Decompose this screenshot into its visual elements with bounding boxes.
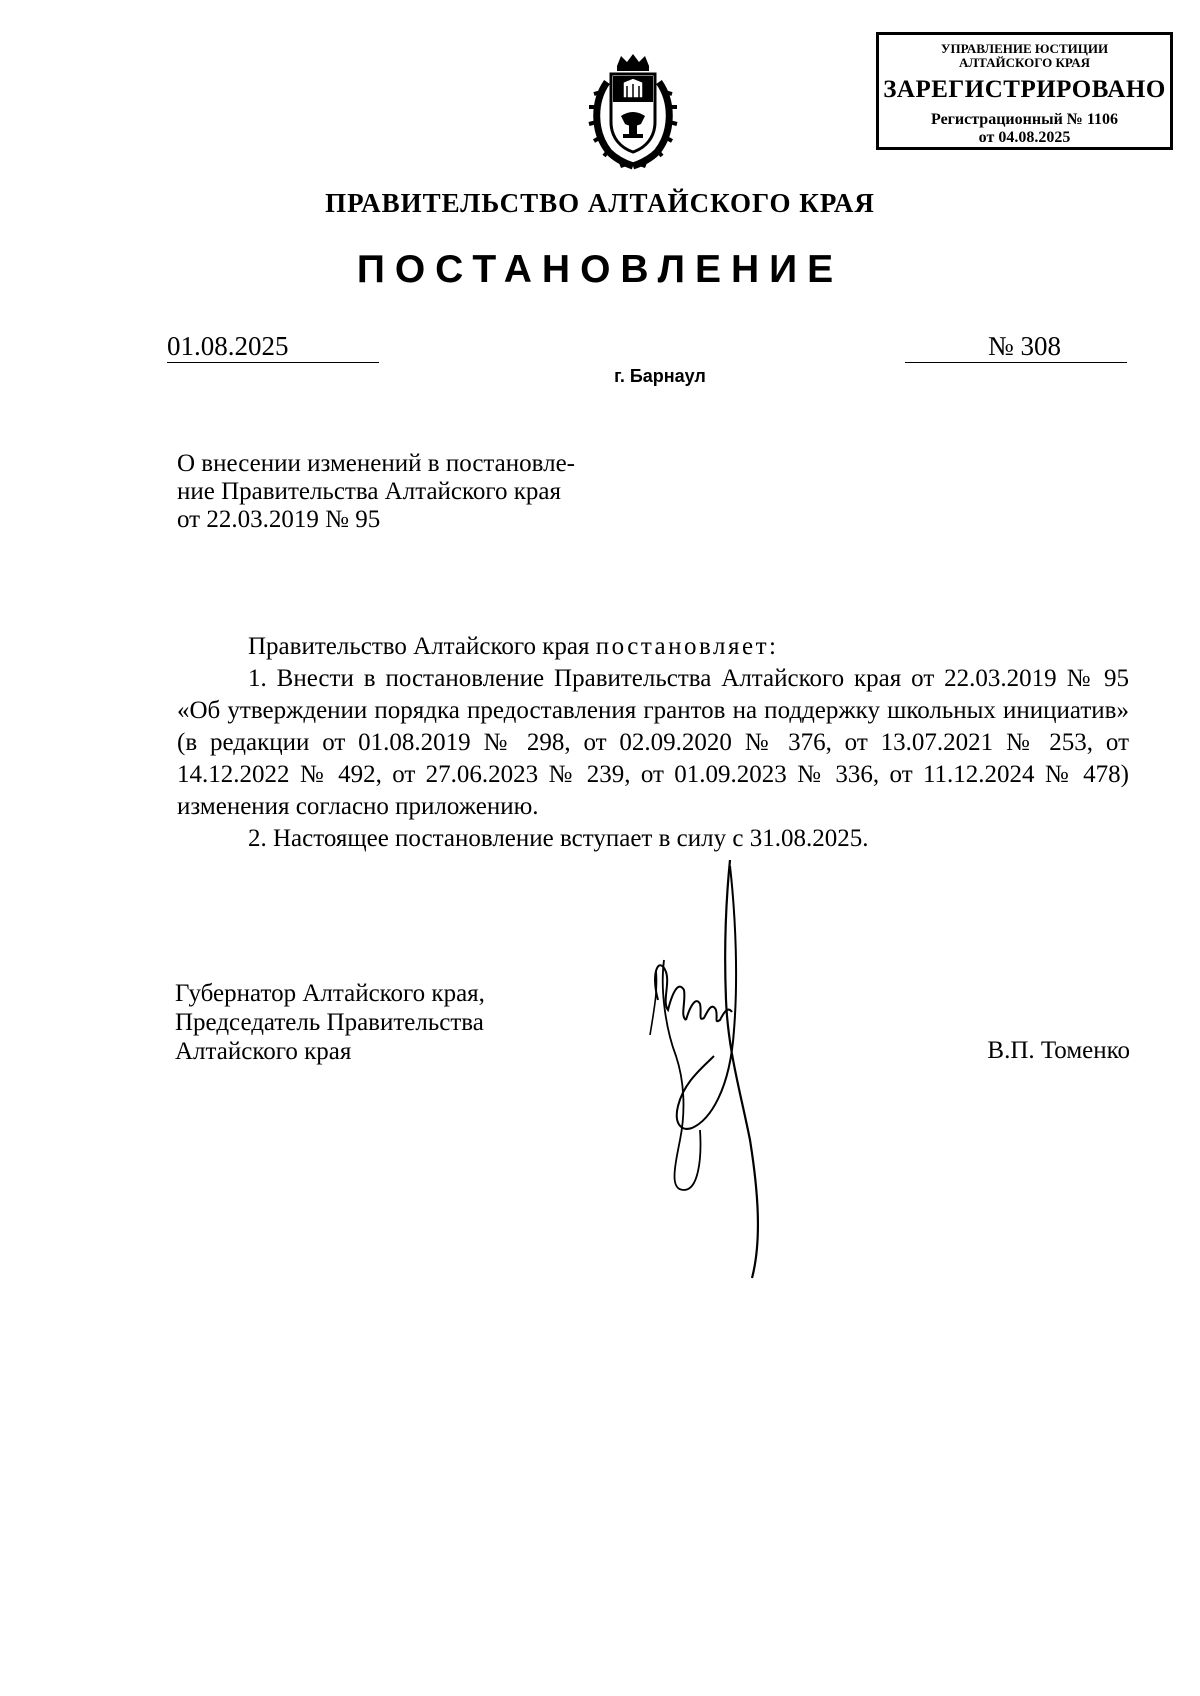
registration-stamp xyxy=(876,32,1173,150)
signer-position xyxy=(175,979,595,1066)
signer-position-line: Губернатор Алтайского края, xyxy=(175,980,485,1007)
signer-name: В.П. Томенко xyxy=(987,1037,1130,1064)
subject-line: ние Правительства Алтайского края xyxy=(177,478,562,505)
document-type: ПОСТАНОВЛЕНИЕ xyxy=(356,248,844,291)
preamble xyxy=(177,631,1129,663)
altai-coat-of-arms-icon xyxy=(587,52,679,170)
body-item-1: 1. Внести в постановление Правительства Алтайского края от 22.03.2019 № 95 «Об утверждении порядка предоставления грантов на поддержку школьных инициатив» (в редакции от 01.08.2019 № 298, от 02.09.2020 № 376, от 13.07.2021 № 253, от 14.12.2022 № 492, от 27.06.2023 № 239, от 01.09.2023 № 336, от 11.12.2024 № 478) изменения согласно приложению. xyxy=(177,665,1129,820)
subject-line: О внесении изменений в постановле- xyxy=(177,450,575,477)
handwritten-signature-icon xyxy=(640,860,820,1280)
signer-position-line: Председатель Правительства xyxy=(175,1009,484,1036)
stamp-authority-line2: АЛТАЙСКОГО КРАЯ xyxy=(959,55,1090,70)
stamp-title: ЗАРЕГИСТРИРОВАНО xyxy=(883,76,1166,103)
stamp-registration-date: от 04.08.2025 xyxy=(978,129,1071,146)
document-number: № 308 xyxy=(905,330,1127,363)
subject-line: от 22.03.2019 № 95 xyxy=(177,506,381,533)
stamp-authority-line1: УПРАВЛЕНИЕ ЮСТИЦИИ xyxy=(940,41,1109,56)
document-subject xyxy=(177,450,647,534)
preamble-suffix: : xyxy=(769,633,776,660)
document-body xyxy=(177,631,1129,855)
preamble-keyword: постановляет xyxy=(595,633,769,660)
stamp-registration-number: Регистрационный № 1106 xyxy=(931,111,1118,128)
signer-position-line: Алтайского края xyxy=(175,1038,352,1065)
document-city: г. Барнаул xyxy=(614,366,706,386)
document-date: 01.08.2025 xyxy=(167,330,379,363)
body-item-2: 2. Настоящее постановление вступает в силу с 31.08.2025. xyxy=(248,825,869,852)
government-title: ПРАВИТЕЛЬСТВО АЛТАЙСКОГО КРАЯ xyxy=(325,188,875,218)
preamble-prefix: Правительство Алтайского края xyxy=(248,633,596,660)
